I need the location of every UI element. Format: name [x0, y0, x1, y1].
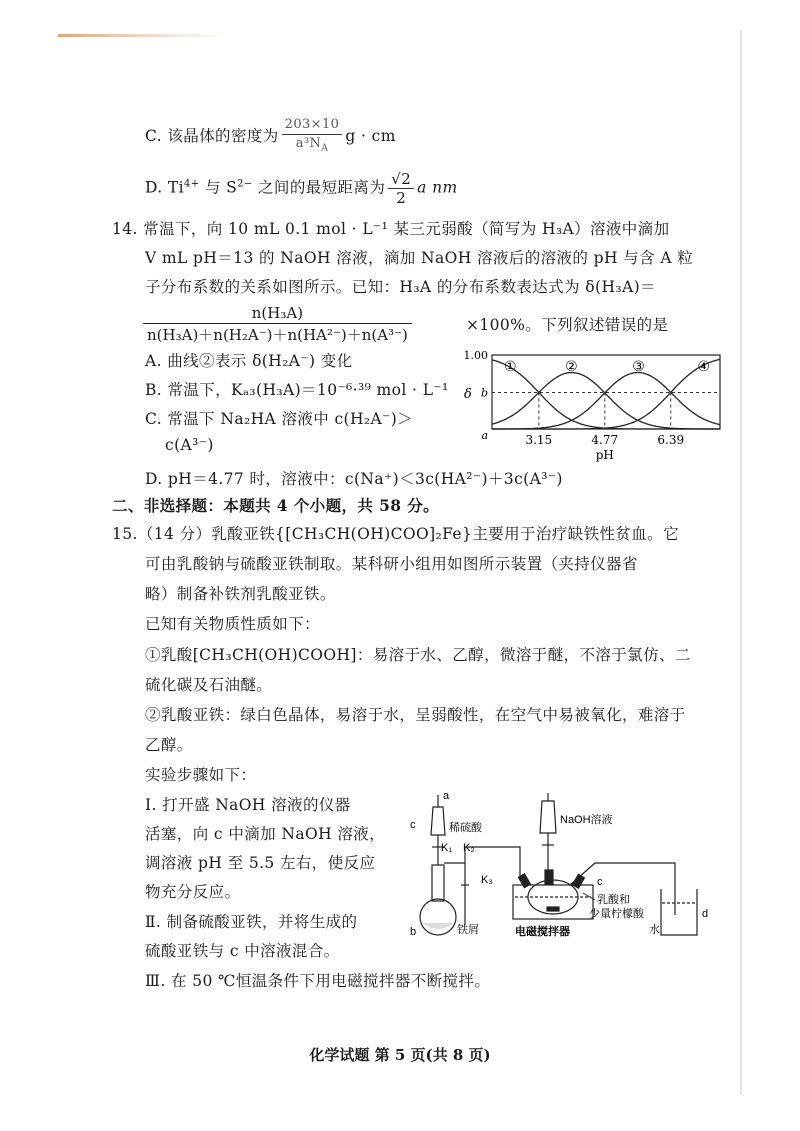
y-tick-label-3: a: [481, 429, 488, 442]
naoh-funnel: [540, 793, 556, 870]
x-tick-label-1: 3.15: [525, 433, 553, 447]
s-charge: 2−: [237, 178, 253, 190]
label-iron-filings: 铁屑: [457, 924, 479, 936]
option-d-text: 之间的最短距离为: [252, 178, 386, 197]
q14-line-1: 14. 常温下，向 10 mL 0.1 mol · L⁻¹ 某三元弱酸（简写为 H₃A）溶液中滴加: [112, 220, 670, 238]
label-lactic-1: 乳酸和: [597, 894, 630, 906]
y-tick-label-2: b: [480, 386, 488, 400]
curve-2: [492, 373, 720, 430]
page-footer: 化学试题 第 5 页(共 8 页): [309, 1046, 491, 1064]
q15-step-1b: 活塞，向 c 中滴加 NaOH 溶液，: [145, 825, 386, 843]
beaker-d: [661, 889, 697, 935]
q15-property-2a: ②乳酸亚铁：绿白色晶体，易溶于水，呈弱酸性，在空气中易被氧化，难溶于: [145, 706, 686, 724]
q15-step-2a: Ⅱ. 制备硫酸亚铁，并将生成的: [145, 913, 358, 931]
dropping-funnel-a: [431, 795, 445, 865]
q14-option-b: B. 常温下，Kₐ₃(H₃A)＝10⁻⁶·³⁹ mol · L⁻¹: [145, 381, 449, 399]
distribution-chart-svg: [458, 345, 730, 475]
curve-label-4: ④: [697, 359, 710, 375]
q15-step-1d: 物充分反应。: [145, 883, 241, 901]
label-dilute-acid: 稀硫酸: [449, 822, 482, 834]
q15-known: 已知有关物质性质如下：: [145, 615, 320, 633]
option-d-mid: 与 S: [199, 178, 238, 197]
distance-numerator: √2: [388, 170, 414, 189]
curve-label-2: ②: [565, 359, 578, 375]
label-lactic-2: 少量柠檬酸: [589, 908, 644, 920]
label-a: a: [443, 790, 450, 802]
q15-step-1a: Ⅰ. 打开盛 NaOH 溶液的仪器: [145, 796, 351, 814]
q14-option-c: C. 常温下 Na₂HA 溶液中 c(H₂A⁻)＞: [145, 410, 414, 428]
label-magnetic-stirrer: 电磁搅拌器: [515, 926, 570, 938]
q14-line-3: 子分布系数的关系如图所示。已知：H₃A 的分布系数表达式为 δ(H₃A)＝: [145, 278, 656, 296]
three-neck-flask-c: [513, 870, 593, 919]
distance-fraction: [388, 170, 414, 207]
q14-option-c-cont: c(A³⁻): [165, 436, 214, 454]
x-tick-label-2: 4.77: [591, 433, 619, 447]
q14-option-a: A. 曲线②表示 δ(H₂A⁻) 变化: [145, 352, 353, 370]
flask-b: [420, 865, 456, 935]
q13-option-c: [145, 116, 396, 158]
q15-step-1c: 调溶液 pH 至 5.5 左右，使反应: [145, 854, 376, 872]
section-2-heading: 二、非选择题：本题共 4 个小题，共 58 分。: [112, 496, 440, 515]
q15-step-3: Ⅲ. 在 50 ℃恒温条件下用电磁搅拌器不断搅拌。: [145, 972, 491, 990]
ti-charge: 4+: [184, 178, 200, 190]
q15-property-2b: 乙醇。: [145, 736, 193, 754]
label-water: 水: [649, 924, 660, 936]
option-c-text: C. 该晶体的密度为: [145, 126, 279, 145]
distribution-formula: [143, 303, 412, 346]
label-c: c: [597, 876, 603, 888]
curve-3: [492, 373, 720, 430]
formula-numerator: n(H₃A): [143, 303, 412, 324]
q14-line-4-tail: ×100%。下列叙述错误的是: [466, 316, 669, 334]
page-edge: [740, 30, 742, 1095]
density-denominator-sub: A: [321, 143, 329, 154]
apparatus-svg: [405, 785, 735, 950]
density-fraction: [282, 116, 343, 158]
apparatus-diagram: [405, 785, 735, 950]
q15-steps-heading: 实验步骤如下：: [145, 766, 257, 784]
x-tick-label-3: 6.39: [657, 433, 685, 447]
y-tick-label-1: 1.00: [463, 349, 488, 362]
density-denominator: a³N: [295, 136, 322, 151]
label-k2: K₂: [463, 842, 475, 854]
formula-denominator: n(H₃A)＋n(H₂A⁻)＋n(HA²⁻)＋n(A³⁻): [147, 326, 408, 344]
label-naoh-solution: NaOH溶液: [560, 814, 613, 826]
distance-unit: a nm: [417, 178, 458, 197]
density-unit: g · cm: [345, 126, 396, 145]
q14-option-d: D. pH＝4.77 时，溶液中：c(Na⁺)＜3c(HA²⁻)＋3c(A³⁻): [145, 470, 563, 488]
q13-option-d: [145, 170, 458, 207]
q15-line-1: 15.（14 分）乳酸亚铁{[CH₃CH(OH)COO]₂Fe}主要用于治疗缺铁性贫血。它: [112, 525, 679, 543]
q14-line-2: V mL pH＝13 的 NaOH 溶液，滴加 NaOH 溶液后的溶液的 pH 与含 A 粒: [145, 249, 694, 267]
distance-denominator: 2: [396, 189, 407, 207]
q15-property-1a: ①乳酸[CH₃CH(OH)COOH]：易溶于水、乙醇，微溶于醚，不溶于氯仿、二: [145, 646, 691, 664]
q15-property-1b: 硫化碳及石油醚。: [145, 676, 273, 694]
label-b: b: [410, 926, 417, 938]
label-d: d: [702, 908, 709, 920]
curve-label-1: ①: [504, 359, 517, 375]
distribution-chart: [458, 345, 730, 475]
label-c-left: c: [410, 819, 416, 831]
label-k3: K₃: [481, 874, 493, 886]
x-axis-label: pH: [595, 448, 614, 462]
scan-edge-mark: [58, 34, 228, 37]
label-k1: K₁: [441, 842, 453, 854]
curve-label-3: ③: [632, 359, 645, 375]
option-d-prefix: D. Ti: [145, 178, 185, 197]
y-axis-label: δ: [464, 387, 472, 402]
q15-line-3: 略）制备补铁剂乳酸亚铁。: [145, 585, 336, 603]
density-numerator: 203×10: [282, 116, 343, 135]
q15-step-2b: 硫酸亚铁与 c 中溶液混合。: [145, 942, 340, 960]
q15-line-2: 可由乳酸钠与硫酸亚铁制取。某科研小组用如图所示装置（夹持仪器省: [145, 555, 638, 573]
